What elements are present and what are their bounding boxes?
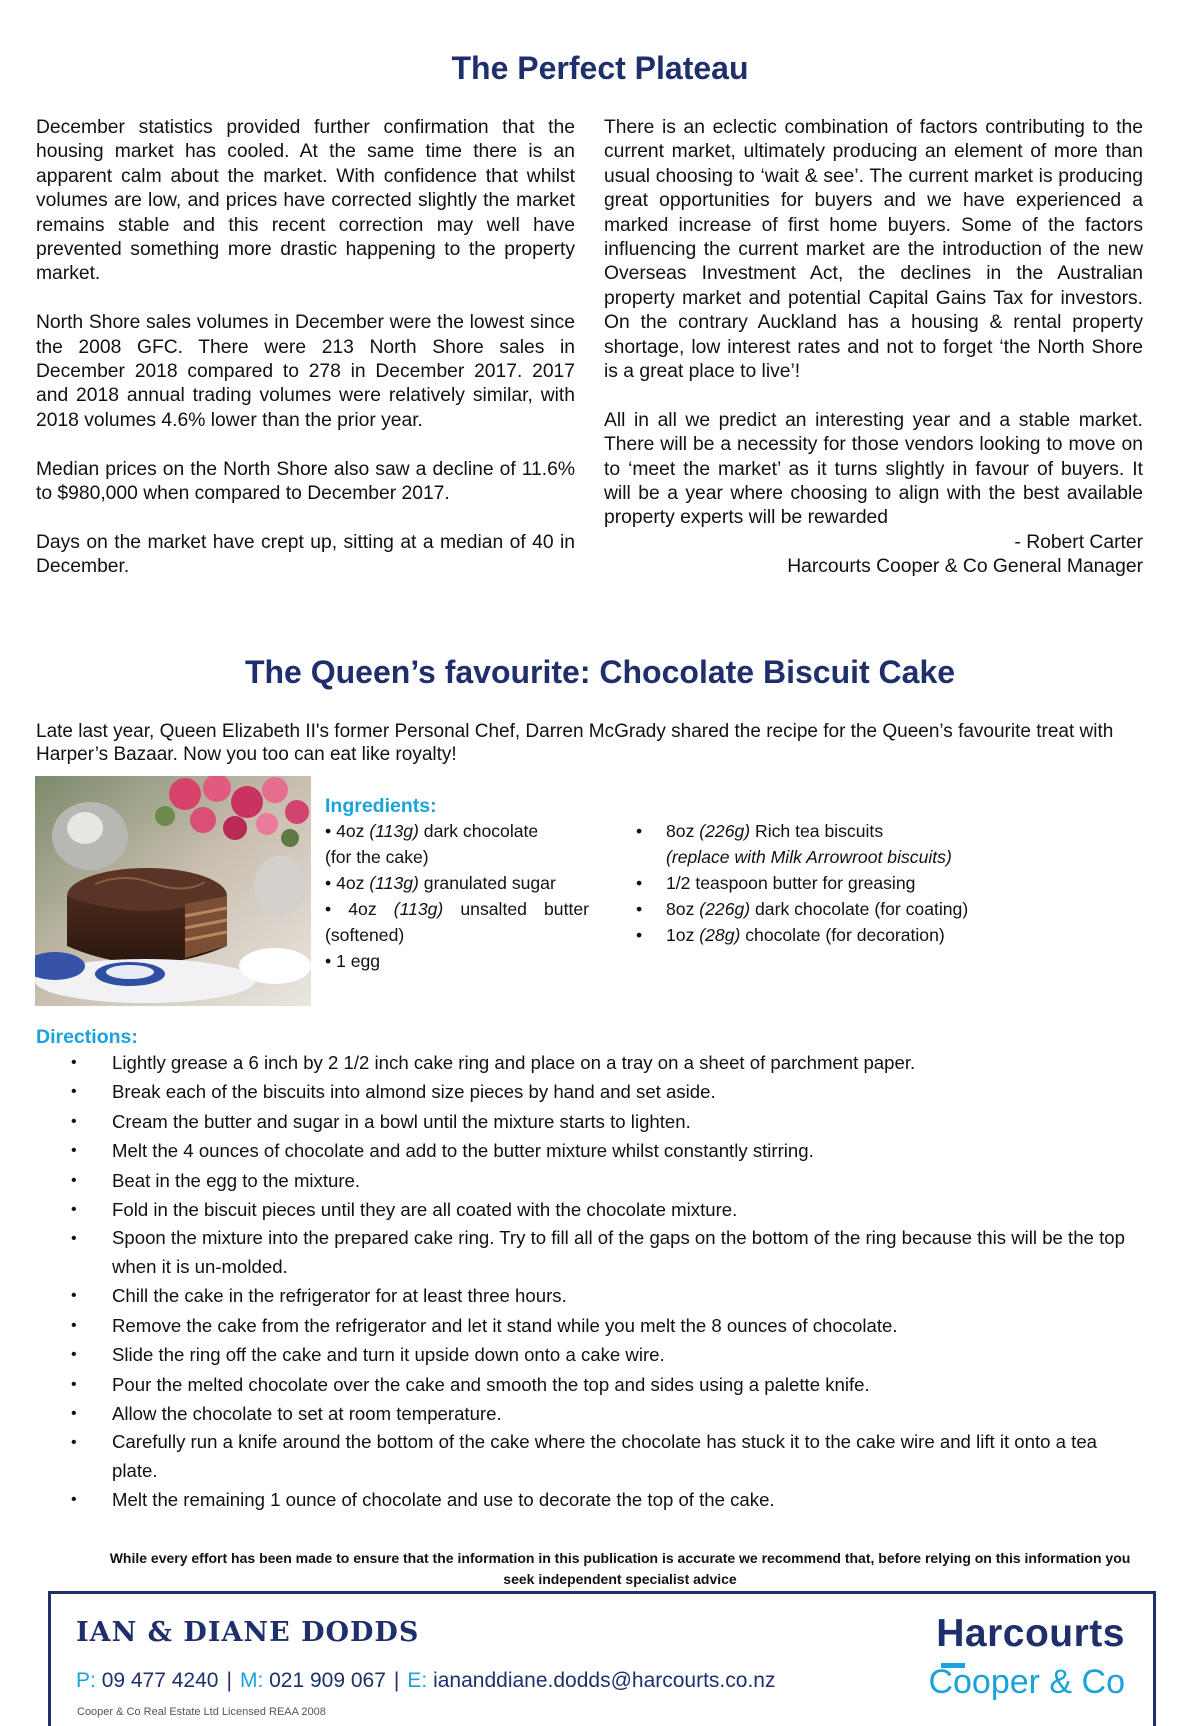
- phone-number[interactable]: 09 477 4240: [101, 1669, 219, 1692]
- recipe-title: The Queen’s favourite: Chocolate Biscuit Cake: [244, 654, 956, 690]
- article-title: The Perfect Plateau: [451, 50, 749, 86]
- agent-footer: [48, 1591, 1156, 1726]
- direction-step: • Spoon the mixture into the prepared cake ring. Try to fill all of the gaps on the bottom of the ring because this will be the top when it is un-molded.: [71, 1227, 1125, 1277]
- email-label: E:: [407, 1669, 428, 1692]
- ingredient-note: (softened): [325, 925, 405, 945]
- directions-heading: Directions:: [36, 1026, 138, 1048]
- direction-step: • Cream the butter and sugar in a bowl until the mixture starts to lighten.: [71, 1110, 691, 1132]
- cake-photo: [35, 776, 311, 1006]
- signature-title: Harcourts Cooper & Co General Manager: [787, 556, 1143, 578]
- direction-step: • Allow the chocolate to set at room temperature.: [71, 1403, 502, 1425]
- left-column: [36, 116, 575, 580]
- signature-name: - Robert Carter: [1014, 531, 1143, 553]
- mobile-label: M:: [239, 1669, 264, 1692]
- separator: |: [393, 1669, 400, 1692]
- cake-photo-image: [35, 776, 311, 1006]
- email-link[interactable]: iananddiane.dodds@harcourts.co.nz: [433, 1669, 776, 1692]
- direction-step: • Carefully run a knife around the bottom of the cake where the chocolate has stuck it to the cake wire and lift it onto a tea plate.: [71, 1431, 1097, 1481]
- contact-line: [76, 1669, 775, 1693]
- paragraph: Days on the market have crept up, sitting at a median of 40 in December.: [36, 531, 575, 578]
- direction-step: • Melt the remaining 1 ounce of chocolate and use to decorate the top of the cake.: [71, 1489, 775, 1511]
- direction-step: • Melt the 4 ounces of chocolate and add to the butter mixture whilst constantly stirring.: [71, 1140, 814, 1162]
- disclaimer: While every effort has been made to ensure that the information in this publication is accurate we recommend that, before relying on this information you seek independent specialist advice: [109, 1550, 1131, 1587]
- paragraph: North Shore sales volumes in December were the lowest since the 2008 GFC. There were 213 North Shore sales in December 2018 compared to 278 in December 2017. 2017 and 2018 annual trading volumes were relatively similar, with 2018 volumes 4.6% lower than the prior year.: [36, 312, 575, 431]
- paragraph: December statistics provided further confirmation that the housing market has cooled. At the same time there is an apparent calm about the market. With confidence that whilst volumes are low, and prices have corrected slightly the market remains stable and this recent correction may well have prevented something more drastic happening to the property market.: [36, 117, 575, 285]
- separator: |: [226, 1669, 232, 1692]
- ingredient-item: • 1/2 teaspoon butter for greasing: [636, 873, 916, 893]
- directions-list: [36, 1048, 1144, 1515]
- direction-step: • Lightly grease a 6 inch by 2 1/2 inch cake ring and place on a tray on a sheet of parchment paper.: [71, 1052, 916, 1073]
- direction-step: • Chill the cake in the refrigerator for at least three hours.: [71, 1285, 567, 1307]
- direction-step: • Fold in the biscuit pieces until they are all coated with the chocolate mixture.: [71, 1199, 738, 1221]
- ingredient-item: • 8oz (226g) Rich tea biscuits: [636, 821, 884, 841]
- recipe-intro: Late last year, Queen Elizabeth II's former Personal Chef, Darren McGrady shared the recipe for the Queen’s favourite treat with Harper’s Bazaar. Now you too can eat like royalty!: [36, 721, 1114, 765]
- mobile-number[interactable]: 021 909 067: [269, 1669, 386, 1692]
- ingredients-list-right: [632, 818, 1132, 948]
- phone-label: P:: [76, 1669, 96, 1692]
- harcourts-logo: Harcourts: [936, 1612, 1125, 1656]
- direction-step: • Break each of the biscuits into almond size pieces by hand and set aside.: [71, 1081, 716, 1103]
- paragraph: All in all we predict an interesting year and a stable market. There will be a necessity for those vendors looking to move on to ‘meet the market’ as it turns slightly in favour of buyers. It will be a year where choosing to align with the best available property experts will be rewarded: [604, 409, 1143, 529]
- license-text: Cooper & Co Real Estate Ltd Licensed REAA 2008: [77, 1706, 326, 1718]
- direction-step: • Beat in the egg to the mixture.: [71, 1169, 361, 1191]
- cooper-co-logo: Cooper & Co: [928, 1663, 1125, 1701]
- ingredient-item: • 4oz (113g) unsalted butter: [325, 899, 589, 919]
- paragraph: There is an eclectic combination of factors contributing to the current market, ultimately producing an element of more than usual choosing to ‘wait & see’. The current market is producing great opportunities for buyers and we have experienced a marked increase of first home buyers. Some of the factors influencing the current market are the introduction of the new Overseas Investment Act, the declines in the Australian property market and potential Capital Gains Tax for investors. On the contrary Auckland has a housing & rental property shortage, low interest rates and not to forget ‘the North Shore is a great place to live’!: [604, 117, 1143, 383]
- ingredient-item: • 8oz (226g) dark chocolate (for coating): [636, 899, 969, 919]
- ingredient-item: • 4oz (113g) granulated sugar: [325, 873, 556, 893]
- direction-step: • Slide the ring off the cake and turn it upside down onto a cake wire.: [71, 1344, 665, 1366]
- direction-step: • Pour the melted chocolate over the cake and smooth the top and sides using a palette knife.: [71, 1373, 870, 1395]
- agent-name: IAN & DIANE DODDS: [76, 1617, 420, 1648]
- direction-step: • Remove the cake from the refrigerator and let it stand while you melt the 8 ounces of chocolate.: [71, 1314, 898, 1336]
- ingredient-item: • 1oz (28g) chocolate (for decoration): [636, 925, 945, 945]
- ingredient-note: (replace with Milk Arrowroot biscuits): [666, 847, 952, 867]
- paragraph: Median prices on the North Shore also saw a decline of 11.6% to $980,000 when compared to December 2017.: [36, 458, 575, 505]
- right-column: [604, 116, 1143, 580]
- ingredients-list-left: [325, 818, 589, 974]
- ingredient-item: • 1 egg: [325, 951, 381, 971]
- ingredient-note: (for the cake): [325, 847, 429, 867]
- ingredients-heading: Ingredients:: [325, 795, 437, 817]
- ingredient-item: • 4oz (113g) dark chocolate: [325, 821, 539, 841]
